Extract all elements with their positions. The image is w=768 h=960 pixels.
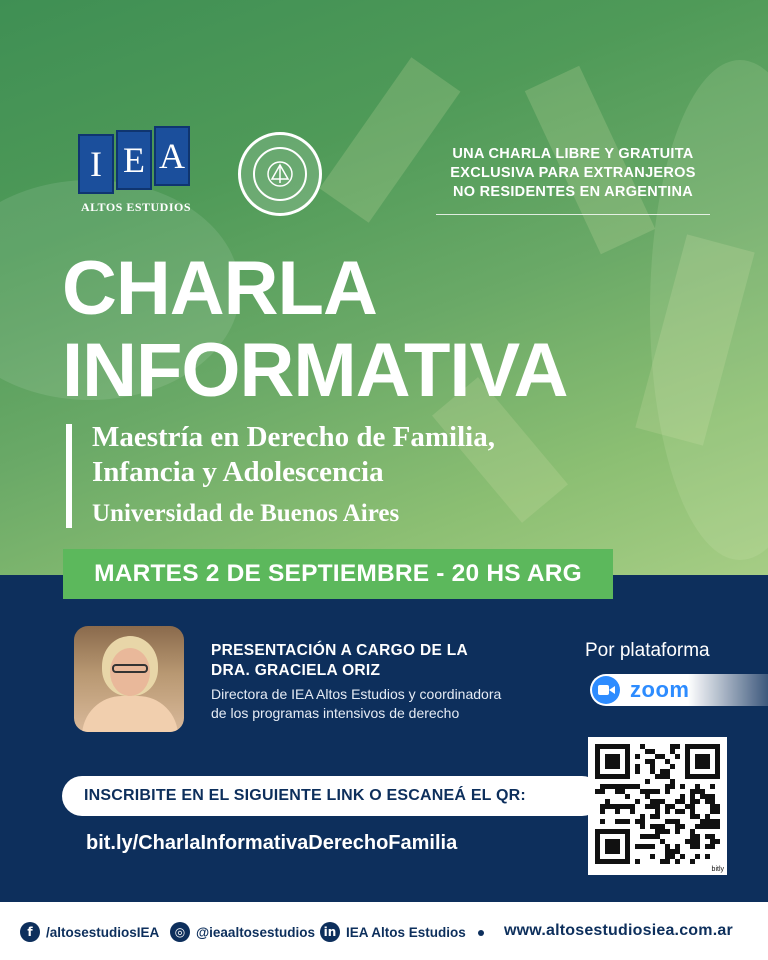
zoom-wordmark: zoom <box>630 677 690 702</box>
qr-module <box>705 794 710 799</box>
qr-module <box>705 799 710 804</box>
qr-module <box>690 839 695 844</box>
qr-module <box>650 854 655 859</box>
footer-facebook[interactable] <box>20 922 159 942</box>
qr-module <box>670 779 675 784</box>
qr-module <box>640 844 645 849</box>
qr-module <box>615 789 620 794</box>
qr-module <box>635 764 640 769</box>
qr-module <box>640 744 645 749</box>
qr-module <box>670 744 675 749</box>
qr-module <box>660 824 665 829</box>
qr-module <box>665 809 670 814</box>
qr-module <box>640 819 645 824</box>
footer-separator-dot <box>478 930 484 936</box>
qr-module <box>690 814 695 819</box>
logo-letter-a: A <box>154 126 190 186</box>
qr-module <box>700 794 705 799</box>
zoom-logo <box>590 674 768 706</box>
iea-logo <box>76 126 196 216</box>
qr-module <box>710 834 715 839</box>
qr-module <box>715 839 720 844</box>
qr-module <box>695 799 700 804</box>
qr-module <box>635 784 640 789</box>
qr-module <box>655 789 660 794</box>
signup-label: INSCRIBITE EN EL SIGUIENTE LINK O ESCANEÁ EL QR: <box>62 776 602 816</box>
qr-module <box>650 764 655 769</box>
qr-module <box>645 794 650 799</box>
speaker-photo <box>74 626 184 732</box>
qr-module <box>690 804 695 809</box>
seal-emblem-icon <box>241 135 319 213</box>
accent-bar <box>66 424 72 528</box>
qr-module <box>715 804 720 809</box>
program-line: Infancia y Adolescencia <box>92 456 384 488</box>
qr-module <box>690 844 695 849</box>
qr-module <box>625 804 630 809</box>
facebook-icon: f <box>20 922 40 942</box>
qr-module <box>645 804 650 809</box>
qr-module <box>600 819 605 824</box>
faculty-seal-logo <box>238 132 322 216</box>
instagram-handle: @ieaaltosestudios <box>196 924 315 940</box>
qr-module <box>650 824 655 829</box>
qr-module <box>670 819 675 824</box>
qr-module <box>670 804 675 809</box>
qr-module <box>710 819 715 824</box>
logo-subtitle: ALTOS ESTUDIOS <box>80 200 192 214</box>
qr-module <box>665 759 670 764</box>
qr-module <box>630 784 635 789</box>
qr-module <box>650 804 655 809</box>
qr-module <box>680 784 685 789</box>
qr-module <box>610 804 615 809</box>
qr-module <box>620 804 625 809</box>
qr-module <box>665 819 670 824</box>
qr-module <box>600 809 605 814</box>
qr-module <box>680 809 685 814</box>
qr-module <box>635 769 640 774</box>
main-title <box>62 248 567 412</box>
qr-module <box>675 824 680 829</box>
qr-module <box>655 814 660 819</box>
qr-module <box>695 824 700 829</box>
qr-module <box>640 834 645 839</box>
date-banner: MARTES 2 DE SEPTIEMBRE - 20 HS ARG <box>63 549 613 599</box>
qr-module <box>675 829 680 834</box>
qr-module <box>635 819 640 824</box>
qr-module <box>665 849 670 854</box>
qr-module <box>690 789 695 794</box>
qr-module <box>615 819 620 824</box>
qr-module <box>600 804 605 809</box>
zoom-camera-icon <box>592 676 620 704</box>
qr-module <box>615 809 620 814</box>
qr-module <box>625 794 630 799</box>
qr-module <box>680 799 685 804</box>
qr-module <box>615 804 620 809</box>
qr-module <box>620 784 625 789</box>
qr-finder <box>605 839 620 854</box>
qr-module <box>605 799 610 804</box>
qr-module <box>640 824 645 829</box>
logo-letter-e: E <box>116 130 152 190</box>
facebook-handle: /altosestudiosIEA <box>46 924 160 940</box>
qr-module <box>695 844 700 849</box>
qr-module <box>625 784 630 789</box>
qr-module <box>640 814 645 819</box>
qr-module <box>660 829 665 834</box>
linkedin-handle: IEA Altos Estudios <box>346 924 466 940</box>
title-line: CHARLA <box>62 246 377 331</box>
qr-module <box>640 789 645 794</box>
qr-module <box>660 774 665 779</box>
qr-module <box>690 859 695 864</box>
tagline-line: EXCLUSIVA PARA EXTRANJEROS <box>450 165 696 181</box>
qr-module <box>665 774 670 779</box>
qr-module <box>635 799 640 804</box>
program-line: Maestría en Derecho de Familia, <box>92 421 495 453</box>
qr-module <box>650 759 655 764</box>
qr-module <box>715 824 720 829</box>
qr-module <box>705 854 710 859</box>
photo-glasses <box>112 664 148 673</box>
qr-module <box>660 754 665 759</box>
qr-module <box>635 844 640 849</box>
qr-module <box>685 804 690 809</box>
footer <box>0 902 768 960</box>
speaker-desc-line: de los programas intensivos de derecho <box>211 704 460 721</box>
qr-module <box>670 784 675 789</box>
qr-module <box>690 794 695 799</box>
tagline-divider <box>436 214 710 215</box>
qr-module <box>710 809 715 814</box>
speaker-description <box>211 685 501 722</box>
platform-label: Por plataforma <box>585 640 710 661</box>
qr-code[interactable] <box>588 737 727 875</box>
qr-module <box>695 839 700 844</box>
qr-module <box>675 799 680 804</box>
qr-module <box>690 809 695 814</box>
speaker-desc-line: Directora de IEA Altos Estudios y coordinadora <box>211 686 502 702</box>
background-hand-shape <box>650 60 768 560</box>
qr-module <box>665 854 670 859</box>
footer-instagram[interactable] <box>170 922 315 942</box>
qr-module <box>715 819 720 824</box>
qr-module <box>605 784 610 789</box>
qr-module <box>660 859 665 864</box>
tagline-line: UNA CHARLA LIBRE Y GRATUITA <box>452 146 694 162</box>
qr-module <box>675 754 680 759</box>
qr-module <box>620 789 625 794</box>
qr-module <box>635 754 640 759</box>
qr-module <box>680 794 685 799</box>
qr-code-icon <box>595 744 720 864</box>
qr-module <box>645 759 650 764</box>
qr-module <box>700 819 705 824</box>
qr-module <box>655 829 660 834</box>
qr-module <box>675 809 680 814</box>
qr-module <box>715 809 720 814</box>
qr-module <box>670 854 675 859</box>
qr-module <box>700 824 705 829</box>
qr-module <box>695 854 700 859</box>
tagline <box>436 145 710 202</box>
qr-module <box>645 789 650 794</box>
qr-module <box>650 769 655 774</box>
qr-module <box>655 754 660 759</box>
qr-module <box>665 784 670 789</box>
qr-module <box>645 834 650 839</box>
qr-module <box>660 839 665 844</box>
qr-module <box>595 789 600 794</box>
qr-module <box>650 834 655 839</box>
qr-module <box>710 839 715 844</box>
qr-module <box>620 819 625 824</box>
qr-module <box>655 774 660 779</box>
qr-module <box>710 799 715 804</box>
qr-module <box>695 784 700 789</box>
qr-module <box>710 824 715 829</box>
qr-module <box>680 854 685 859</box>
qr-module <box>655 809 660 814</box>
qr-module <box>635 859 640 864</box>
tagline-line: NO RESIDENTES EN ARGENTINA <box>452 184 694 200</box>
qr-module <box>625 819 630 824</box>
qr-module <box>705 834 710 839</box>
qr-module <box>695 834 700 839</box>
title-line: INFORMATIVA <box>62 328 568 413</box>
qr-module <box>675 819 680 824</box>
qr-module <box>600 789 605 794</box>
qr-finder <box>695 754 710 769</box>
logo-letter-i: I <box>78 134 114 194</box>
qr-module <box>710 784 715 789</box>
speaker-heading <box>211 641 468 681</box>
qr-module <box>645 749 650 754</box>
photo-body <box>82 696 178 732</box>
qr-module <box>650 844 655 849</box>
qr-module <box>700 789 705 794</box>
qr-module <box>650 799 655 804</box>
qr-module <box>665 789 670 794</box>
linkedin-icon: in <box>320 922 340 942</box>
qr-module <box>650 749 655 754</box>
qr-module <box>670 749 675 754</box>
qr-module <box>665 804 670 809</box>
qr-module <box>705 819 710 824</box>
qr-module <box>690 829 695 834</box>
registration-link[interactable]: bit.ly/CharlaInformativaDerechoFamilia <box>86 832 458 854</box>
speaker-name: DRA. GRACIELA ORIZ <box>211 662 381 679</box>
qr-module <box>675 844 680 849</box>
qr-module <box>650 789 655 794</box>
qr-module <box>705 814 710 819</box>
qr-module <box>630 804 635 809</box>
qr-module <box>645 779 650 784</box>
qr-module <box>630 809 635 814</box>
qr-module <box>655 799 660 804</box>
qr-module <box>665 844 670 849</box>
qr-module <box>665 859 670 864</box>
qr-module <box>705 824 710 829</box>
qr-module <box>645 844 650 849</box>
qr-module <box>655 834 660 839</box>
qr-module <box>685 839 690 844</box>
instagram-icon: ◎ <box>170 922 190 942</box>
qr-module <box>690 799 695 804</box>
qr-module <box>675 849 680 854</box>
qr-module <box>690 834 695 839</box>
program-name <box>92 420 495 490</box>
qr-module <box>660 799 665 804</box>
qr-module <box>705 844 710 849</box>
qr-module <box>610 784 615 789</box>
qr-module <box>675 744 680 749</box>
qr-module <box>660 769 665 774</box>
qr-module <box>695 814 700 819</box>
qr-module <box>670 849 675 854</box>
qr-module <box>710 804 715 809</box>
footer-linkedin[interactable] <box>320 922 466 942</box>
qr-module <box>710 844 715 849</box>
qr-module <box>600 784 605 789</box>
qr-module <box>655 804 660 809</box>
qr-finder <box>605 754 620 769</box>
qr-module <box>670 764 675 769</box>
qr-module <box>650 814 655 819</box>
qr-module <box>655 824 660 829</box>
qr-module <box>665 769 670 774</box>
qr-module <box>710 794 715 799</box>
university-name: Universidad de Buenos Aires <box>92 500 400 527</box>
qr-module <box>665 829 670 834</box>
website-link[interactable]: www.altosestudiosiea.com.ar <box>504 922 733 939</box>
qr-tag: bitly <box>711 866 724 873</box>
qr-module <box>675 859 680 864</box>
speaker-heading-line: PRESENTACIÓN A CARGO DE LA <box>211 642 468 659</box>
qr-module <box>605 804 610 809</box>
qr-module <box>680 824 685 829</box>
qr-module <box>695 789 700 794</box>
qr-module <box>615 784 620 789</box>
